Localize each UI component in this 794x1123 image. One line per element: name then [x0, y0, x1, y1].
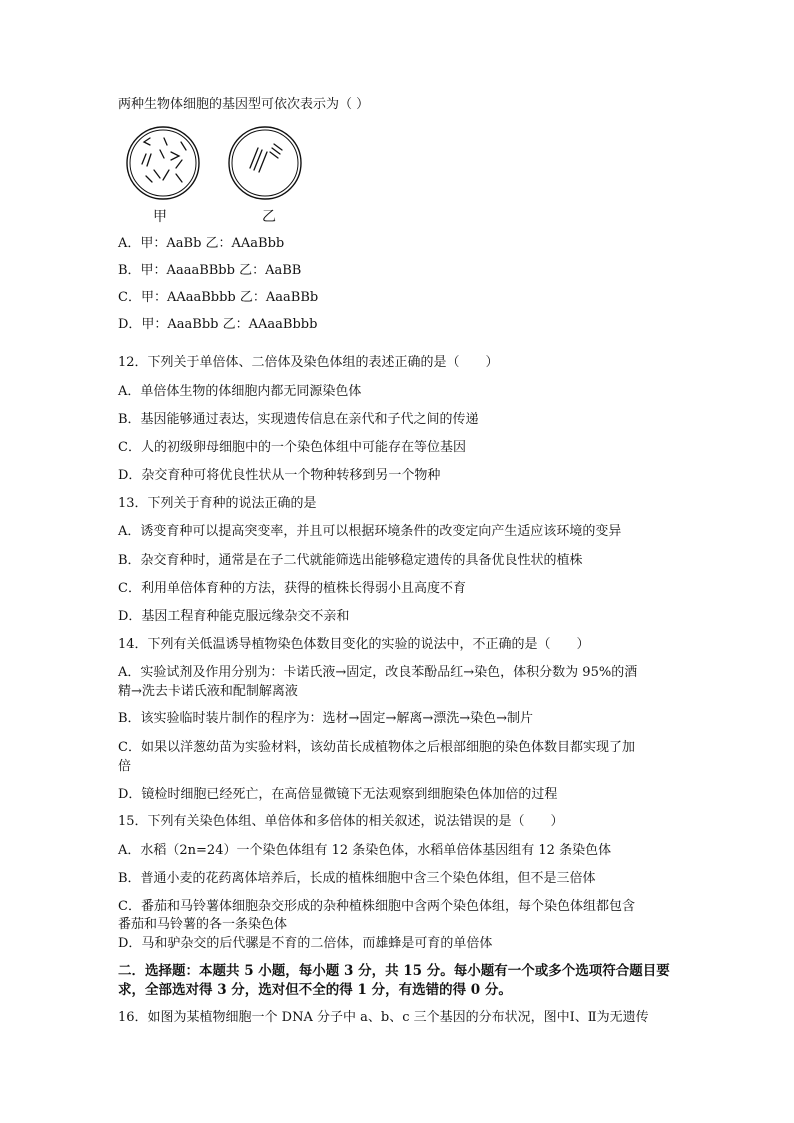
q11-option-c: C．甲：AAaaBbbb 乙：AaaBBb: [118, 290, 319, 305]
q13-option-c: C．利用单倍体育种的方法，获得的植株长得弱小且高度不育: [118, 581, 466, 596]
q15-option-c-line1: C．番茄和马铃薯体细胞杂交形成的杂种植株细胞中含两个染色体组，每个染色体组都包含: [118, 899, 635, 914]
q14-option-a-line2: 精→洗去卡诺氏液和配制解离液: [118, 684, 298, 699]
q12-stem: 12．下列关于单倍体、二倍体及染色体组的表述正确的是（ ）: [118, 355, 499, 370]
cell-yi-label: 乙: [262, 209, 276, 225]
q15-option-c-line2: 番茄和马铃薯的各一条染色体: [118, 917, 288, 932]
q15-option-a: A．水稻（2n=24）一个染色体组有 12 条染色体，水稻单倍体基因组有 12 条染色体: [118, 843, 612, 858]
q12-option-c: C．人的初级卵母细胞中的一个染色体组中可能存在等位基因: [118, 440, 466, 455]
section2-heading-line2: 求，全部选对得 3 分，选对但不全的得 1 分，有选错的得 0 分。: [118, 982, 512, 998]
q11-option-d: D．甲：AaaBbb 乙：AAaaBbbb: [118, 317, 318, 332]
q12-option-b: B．基因能够通过表达，实现遗传信息在亲代和子代之间的传递: [118, 412, 479, 427]
q15-option-d: D．马和驴杂交的后代骡是不育的二倍体，而雄蜂是可育的单倍体: [118, 936, 493, 951]
q14-option-d: D．镜检时细胞已经死亡，在高倍显微镜下无法观察到细胞染色体加倍的过程: [118, 787, 558, 802]
q14-stem: 14．下列有关低温诱导植物染色体数目变化的实验的说法中，不正确的是（ ）: [118, 637, 590, 652]
q15-stem: 15．下列有关染色体组、单倍体和多倍体的相关叙述，说法错误的是（ ）: [118, 814, 564, 829]
q14-option-c-line2: 倍: [118, 759, 132, 774]
q16-stem: 16．如图为某植物细胞一个 DNA 分子中 a、b、c 三个基因的分布状况，图中Ⅰ、Ⅱ为无遗传: [118, 1010, 649, 1025]
section2-heading-line1: 二．选择题：本题共 5 小题，每小题 3 分，共 15 分。每小题有一个或多个选项符合题目要: [118, 963, 670, 979]
q13-stem: 13．下列关于育种的说法正确的是: [118, 496, 317, 511]
cell-jia-label: 甲: [153, 209, 167, 225]
q14-option-c-line1: C．如果以洋葱幼苗为实验材料，该幼苗长成植物体之后根部细胞的染色体数目都实现了加: [118, 740, 635, 755]
cell-jia-diagram: [124, 124, 202, 202]
q11-option-b: B．甲：AaaaBBbb 乙：AaBB: [118, 263, 302, 278]
q13-option-a: A．诱变育种可以提高突变率，并且可以根据环境条件的改变定向产生适应该环境的变异: [118, 524, 622, 539]
q14-option-b: B．该实验临时装片制作的程序为：选材→固定→解离→漂洗→染色→制片: [118, 711, 534, 726]
q13-option-d: D．基因工程育种能克服远缘杂交不亲和: [118, 609, 350, 624]
q11-option-a: A．甲：AaBb 乙：AAaBbb: [118, 236, 285, 251]
cell-yi-diagram: [226, 124, 304, 202]
q12-option-a: A．单倍体生物的体细胞内都无同源染色体: [118, 384, 362, 399]
q13-option-b: B．杂交育种时，通常是在子二代就能筛选出能够稳定遗传的具备优良性状的植株: [118, 553, 583, 568]
q12-option-d: D．杂交育种可将优良性状从一个物种转移到另一个物种: [118, 468, 441, 483]
intro-text: 两种生物体细胞的基因型可依次表示为（ ）: [118, 97, 370, 112]
q14-option-a-line1: A．实验试剂及作用分别为：卡诺氏液→固定，改良苯酚品红→染色，体积分数为 95%的酒: [118, 665, 638, 680]
q15-option-b: B．普通小麦的花药离体培养后，长成的植株细胞中含三个染色体组，但不是三倍体: [118, 871, 596, 886]
